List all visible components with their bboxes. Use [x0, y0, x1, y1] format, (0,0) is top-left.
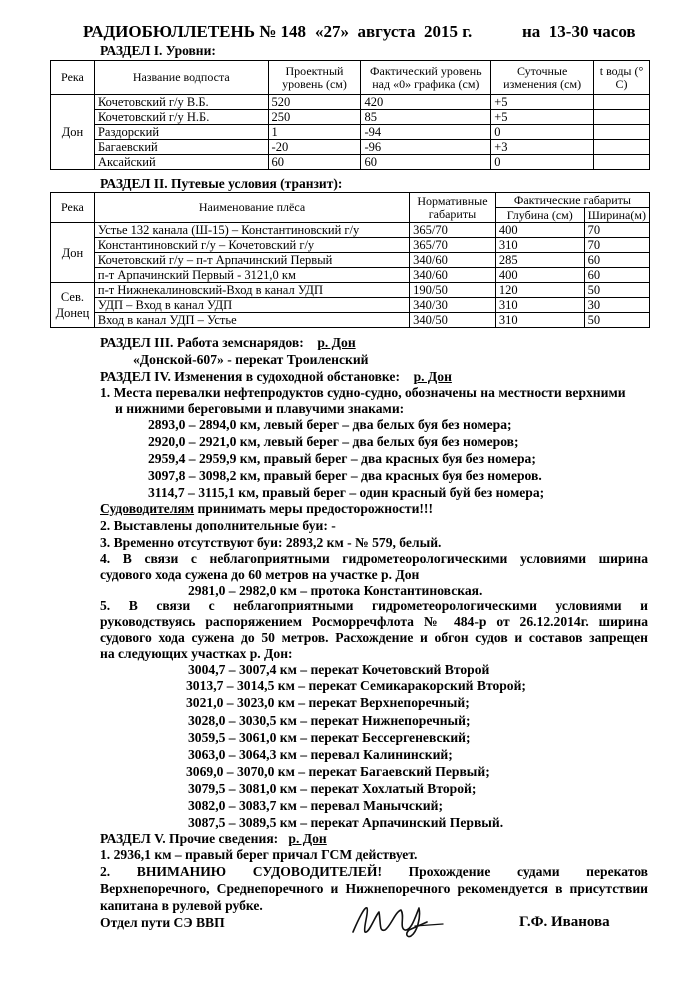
value-cell — [594, 140, 650, 155]
item-5-line2: руководствуясь распоряжением Росморречфлота № 484-р от 26.12.2014г. ширина — [100, 614, 648, 629]
site-line: 3021,0 – 3023,0 км – перекат Верхнепоречный; — [186, 695, 470, 710]
warning-underlined: Судоводителям — [100, 501, 195, 516]
value-cell: 400 — [495, 268, 584, 283]
item-1-cont: и нижними береговыми и плавучими знаками: — [115, 401, 405, 416]
value-cell: 340/60 — [410, 253, 496, 268]
value-cell: +5 — [491, 110, 594, 125]
value-cell: 420 — [361, 95, 491, 110]
value-cell: 120 — [495, 283, 584, 298]
col-normative: Нормативные габариты — [410, 193, 496, 223]
value-cell: 310 — [495, 298, 584, 313]
col-width: Ширина(м) — [584, 208, 649, 223]
value-cell: 310 — [495, 313, 584, 328]
table-row — [51, 95, 650, 110]
item-5-line1: 5. В связи с неблагоприятными гидрометеорологическими условиями и — [100, 598, 648, 613]
bulletin-time: на 13-30 часов — [522, 22, 636, 41]
reach-cell: Вход в канал УДП – Устье — [94, 313, 409, 328]
table-row — [51, 298, 650, 313]
col-reach: Наименование плёса — [94, 193, 409, 223]
site-line: 3059,5 – 3061,0 км – перекат Бессергеневский; — [188, 730, 471, 745]
item-4-line3: 2981,0 – 2982,0 км – протока Константиновская. — [188, 583, 483, 598]
value-cell: 340/50 — [410, 313, 496, 328]
river-cell: Дон — [51, 223, 95, 283]
river-cell: Сев. Донец — [51, 283, 95, 328]
station-cell: Раздорский — [94, 125, 268, 140]
value-cell — [594, 95, 650, 110]
value-cell: 70 — [584, 238, 649, 253]
river-cell: Дон — [51, 95, 95, 170]
reach-cell: Константиновский г/у – Кочетовский г/у — [94, 238, 409, 253]
value-cell: +3 — [491, 140, 594, 155]
table-row — [51, 125, 650, 140]
reach-cell: Устье 132 канала (Ш-15) – Константиновский г/у — [94, 223, 409, 238]
table-row — [51, 253, 650, 268]
site-line: 3069,0 – 3070,0 км – перекат Багаевский Первый; — [186, 764, 490, 779]
value-cell: 340/30 — [410, 298, 496, 313]
section-5-title — [100, 830, 327, 847]
col-river: Река — [51, 61, 95, 95]
place-line: 2959,4 – 2959,9 км, правый берег – два красных буя без номера; — [148, 451, 536, 466]
place-line: 3114,7 – 3115,1 км, правый берег – один красный буй без номера; — [148, 485, 545, 500]
section-2-title: РАЗДЕЛ II. Путевые условия (транзит): — [100, 176, 343, 191]
col-depth: Глубина (см) — [495, 208, 584, 223]
department-label: Отдел пути СЭ ВВП — [100, 915, 225, 930]
value-cell: 365/70 — [410, 223, 496, 238]
reach-cell: п-т Нижнекалиновский-Вход в канал УДП — [94, 283, 409, 298]
warning-rest: принимать меры предосторожности!!! — [194, 501, 433, 516]
value-cell: -20 — [268, 140, 361, 155]
item-5-line3: судового хода сужена до 50 метров. Расхождение и обгон судов и составов запрещен — [100, 630, 648, 645]
section-5-label: РАЗДЕЛ V. Прочие сведения: — [100, 831, 279, 846]
value-cell: 0 — [491, 125, 594, 140]
value-cell: -94 — [361, 125, 491, 140]
value-cell: 400 — [495, 223, 584, 238]
value-cell: 310 — [495, 238, 584, 253]
other-item-2-line1: 2. ВНИМАНИЮ СУДОВОДИТЕЛЕЙ! Прохождение судами перекатов — [100, 864, 648, 879]
station-cell: Кочетовский г/у Н.Б. — [94, 110, 268, 125]
signatory-name: Г.Ф. Иванова — [519, 914, 610, 930]
value-cell: 50 — [584, 313, 649, 328]
value-cell: 50 — [584, 283, 649, 298]
value-cell: 520 — [268, 95, 361, 110]
item-1: 1. Места перевалки нефтепродуктов судно-судно, обозначены на местности верхними — [100, 385, 626, 400]
table-row — [51, 223, 650, 238]
table-row — [51, 140, 650, 155]
value-cell: 60 — [584, 253, 649, 268]
col-project-level: Проектный уровень (см) — [268, 61, 361, 95]
value-cell: 60 — [361, 155, 491, 170]
site-line: 3004,7 – 3007,4 км – перекат Кочетовский Второй — [188, 662, 490, 677]
col-station: Название водпоста — [94, 61, 268, 95]
table-row — [51, 110, 650, 125]
item-4-line1: 4. В связи с неблагоприятными гидрометеорологическими условиями ширина — [100, 551, 648, 566]
item-3: 3. Временно отсутствуют буи: 2893,2 км - № 579, белый. — [100, 535, 442, 550]
table-row — [51, 313, 650, 328]
value-cell: 285 — [495, 253, 584, 268]
bulletin-date: «27» августа 2015 г. — [315, 22, 473, 41]
place-line: 3097,8 – 3098,2 км, правый берег – два красных буя без номеров. — [148, 468, 542, 483]
section-4-river: р. Дон — [413, 369, 452, 384]
value-cell: 60 — [584, 268, 649, 283]
col-river: Река — [51, 193, 95, 223]
value-cell: 85 — [361, 110, 491, 125]
station-cell: Багаевский — [94, 140, 268, 155]
table-row — [51, 268, 650, 283]
precaution-warning — [100, 500, 433, 517]
bulletin-title: РАДИОБЮЛЛЕТЕНЬ № 148 — [83, 22, 307, 41]
value-cell: 250 — [268, 110, 361, 125]
signature-image — [345, 898, 445, 944]
value-cell: 340/60 — [410, 268, 496, 283]
reach-cell: Кочетовский г/у – п-т Арпачинский Первый — [94, 253, 409, 268]
section-3-river: р. Дон — [317, 335, 356, 350]
table-row — [51, 155, 650, 170]
levels-table — [50, 60, 650, 170]
value-cell: -96 — [361, 140, 491, 155]
site-line: 3087,5 – 3089,5 км – перекат Арпачинский Первый. — [188, 815, 504, 830]
value-cell: 60 — [268, 155, 361, 170]
value-cell — [594, 110, 650, 125]
section-3-title — [100, 334, 356, 351]
section-1-title: РАЗДЕЛ I. Уровни: — [100, 43, 216, 58]
value-cell: 0 — [491, 155, 594, 170]
reach-cell: п-т Арпачинский Первый - 3121,0 км — [94, 268, 409, 283]
site-line: 3082,0 – 3083,7 км – перевал Манычский; — [188, 798, 443, 813]
other-item-2-line3: капитана в рулевой рубке. — [100, 898, 263, 913]
col-water-temp: t воды (° C) — [594, 61, 650, 95]
site-line: 3028,0 – 3030,5 км – перекат Нижнепоречный; — [188, 713, 471, 728]
table-row — [51, 238, 650, 253]
place-line: 2893,0 – 2894,0 км, левый берег – два белых буя без номера; — [148, 417, 512, 432]
value-cell: +5 — [491, 95, 594, 110]
section-5-river: р. Дон — [288, 831, 327, 846]
value-cell — [594, 155, 650, 170]
section-4-title — [100, 368, 452, 385]
value-cell: 30 — [584, 298, 649, 313]
item-2: 2. Выставлены дополнительные буи: - — [100, 518, 336, 533]
site-line: 3063,0 – 3064,3 км – перевал Калининский; — [188, 747, 453, 762]
item-5-line4: на следующих участках р. Дон: — [100, 646, 293, 661]
other-item-1: 1. 2936,1 км – правый берег причал ГСМ действует. — [100, 847, 418, 862]
value-cell: 70 — [584, 223, 649, 238]
reach-cell: УДП – Вход в канал УДП — [94, 298, 409, 313]
value-cell: 190/50 — [410, 283, 496, 298]
place-line: 2920,0 – 2921,0 км, левый берег – два белых буя без номеров; — [148, 434, 519, 449]
site-line: 3013,7 – 3014,5 км – перекат Семикаракорский Второй; — [186, 678, 526, 693]
site-line: 3079,5 – 3081,0 км – перекат Хохлатый Второй; — [188, 781, 477, 796]
table-row — [51, 283, 650, 298]
transit-table — [50, 192, 650, 328]
col-actual-dimensions: Фактические габариты — [495, 193, 649, 208]
section-3-label: РАЗДЕЛ III. Работа земснарядов: — [100, 335, 304, 350]
value-cell: 365/70 — [410, 238, 496, 253]
value-cell — [594, 125, 650, 140]
station-cell: Кочетовский г/у В.Б. — [94, 95, 268, 110]
col-daily-change: Суточные изменения (см) — [491, 61, 594, 95]
value-cell: 1 — [268, 125, 361, 140]
section-4-label: РАЗДЕЛ IV. Изменения в судоходной обстановке: — [100, 369, 400, 384]
item-4-line2: судового хода сужена до 60 метров на участке р. Дон — [100, 567, 420, 582]
station-cell: Аксайский — [94, 155, 268, 170]
dredger-line: «Донской-607» - перекат Троиленский — [133, 352, 369, 367]
other-item-2-line2: Верхнепоречного, Среднепоречного и Нижнепоречного рекомендуется в присутствии — [100, 881, 648, 896]
col-actual-level: Фактический уровень над «0» графика (см) — [361, 61, 491, 95]
